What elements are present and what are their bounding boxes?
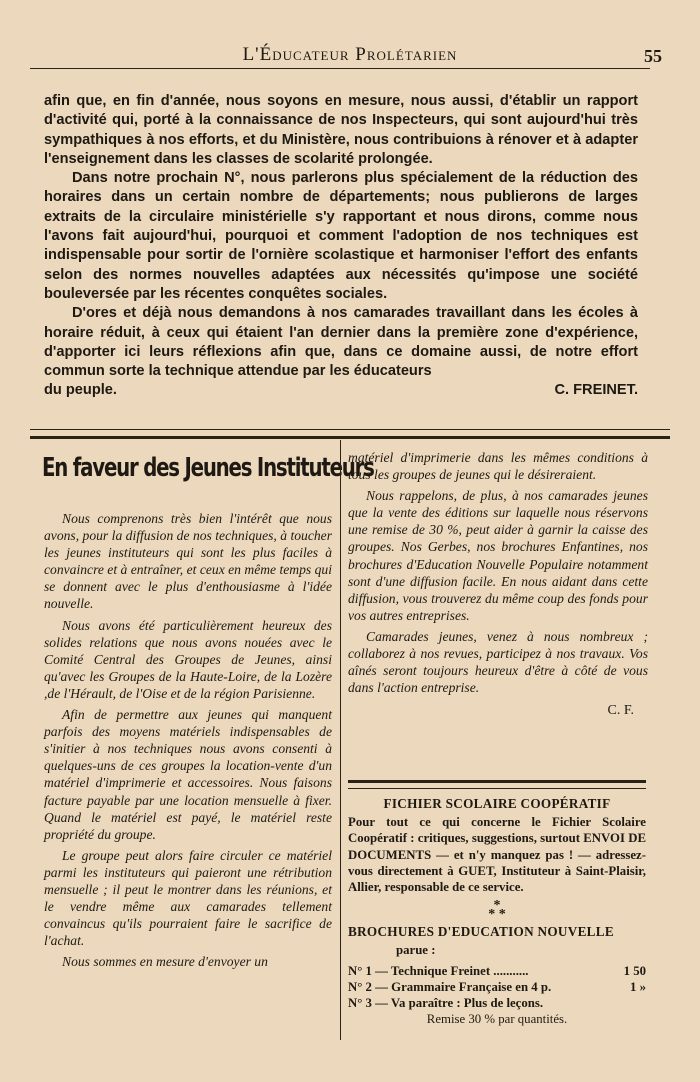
top-paragraph: Dans notre prochain N°, nous parlerons plus spécialement de la réduction des horaires dans un certain nombre de départements; nous publierons de larges extraits de la circulaire ministérielle s'y rapportant et nous dirons, comme nous l'avons fait aujourd'hui, pourquoi et comment l'adoption de nos techniques est indispensable pour sortir de l'ornière scolastique et harmoniser l'effort des enfants selon des normes nouvelles adaptées aux nécessités qu'impose une société bouleversée par les récentes conquêtes sociales.: [44, 170, 638, 302]
paragraph: matériel d'imprimerie dans les mêmes conditions à tous les groupes de jeunes qui le désireraient.: [348, 450, 648, 483]
signature: C. FREINET.: [554, 382, 638, 399]
brochures-subtitle: parue :: [396, 943, 436, 958]
brochure-item: [348, 979, 646, 995]
top-paragraph: afin que, en fin d'année, nous soyons en mesure, nous aussi, d'établir un rapport d'activité qui, porté à la connaissance de nos Inspecteurs, qui sont aujourd'hui très sympathiques à nos efforts, et du Ministère, nous contribuions à rénover et à adapter l'enseignement dans les classes de scolarité prolongée.: [44, 93, 638, 167]
brochure-price: 1 »: [630, 979, 646, 994]
fichier-text: Pour tout ce qui concerne le Fichier Scolaire Coopératif : critiques, suggestions, surtout ENVOI DE DOCUMENTS — et n'y manquez pas ! — adressez-vous directement à GUET, Instituteur à Saint-Plaisir, Allier, responsable de ce service.: [348, 815, 646, 895]
right-column: [348, 449, 648, 719]
paragraph: Nous rappelons, de plus, à nos camarades jeunes que la vente des éditions sur laquelle nous réservons une remise de 30 %, peut aider à garnir la caisse des groupes. Nos Gerbes, nos brochures Enfantines, nos brochures d'Education Nouvelle Populaire notamment sont d'une diffusion facile. En nous aidant dans cette diffusion, vous trouverez du même coup des fonds pour vos autres entreprises.: [348, 488, 648, 623]
left-column: [30, 448, 374, 974]
brochure-item: [348, 995, 646, 1011]
initials-signature: C. F.: [607, 703, 634, 719]
paragraph: Afin de permettre aux jeunes qui manquent parfois des moyens matériels indispensables de s'initier à nos techniques nous avons consenti à quelques-uns de ces groupes la location-vente d'un matériel d'imprimerie et accessoires. Nous faisons facture payable par une location mensuelle à fixer. Quand le matériel est payé, le matériel reste propriété du groupe.: [44, 707, 332, 842]
page-number: 55: [644, 46, 662, 66]
article-title: En faveur des Jeunes Instituteurs: [42, 453, 374, 483]
brochure-label: N° 2 — Grammaire Française en 4 p.: [348, 979, 552, 994]
brochures-title: BROCHURES D'EDUCATION NOUVELLE: [348, 924, 614, 940]
section-divider: [30, 429, 670, 439]
brochures-notice: [348, 924, 646, 1027]
left-article-body: [44, 510, 332, 970]
top-paragraph: D'ores et déjà nous demandons à nos camarades travaillant dans les écoles à horaire réduit, à ceux qui étaient l'an dernier dans la première zone d'expérience, d'apporter ici leurs réflexions afin que, dans ce domaine aussi, de notre effort commun sorte la technique attendue par les éducateurs: [44, 305, 638, 380]
brochure-label: N° 3 — Va paraître : Plus de leçons.: [348, 996, 544, 1011]
closing-line: [44, 381, 638, 400]
running-header: [30, 42, 670, 70]
asterism: [348, 898, 646, 923]
paragraph: Nous avons été particulièrement heureux des solides relations que nous avons nouées avec le Comité Central des Groupes de Jeunes, ainsi qu'avec les Groupes de la Haute-Loire, de la Lozère ,de l'Hérault, de l'Oise et de la région Parisienne.: [44, 617, 332, 701]
notices-box: [348, 796, 646, 1027]
top-article: [44, 92, 638, 401]
header-rule: [30, 68, 650, 69]
fichier-title: FICHIER SCOLAIRE COOPÉRATIF: [383, 796, 611, 811]
box-divider: [348, 780, 646, 789]
column-divider: [340, 440, 341, 1040]
remise-note: Remise 30 % par quantités.: [426, 1012, 568, 1027]
asterism-glyph: * * *: [488, 898, 506, 923]
journal-title: L'Éducateur Prolétarien: [242, 44, 458, 65]
paragraph: Nous sommes en mesure d'envoyer un: [62, 954, 268, 970]
closing-text: du peuple.: [44, 382, 117, 399]
brochure-label: N° 1 — Technique Freinet ...........: [348, 963, 529, 978]
paragraph: Nous comprenons très bien l'intérêt que nous avons, pour la diffusion de nos techniques, à toucher les jeunes instituteurs qui sont les plus faciles à convaincre et à entraîner, et ceux en même temps qui se donnent avec le plus d'enthousiasme à l'idée nouvelle.: [44, 511, 332, 612]
brochure-price: 1 50: [623, 963, 646, 978]
right-article-body: [348, 449, 648, 719]
paragraph: Le groupe peut alors faire circuler ce matériel parmi les instituteurs qui paieront une rétribution mensuelle ; il peut le montrer dans les réunions, et le vendre même aux camarades tellement convaincus qu'ils pourraient faire le sacrifice de l'achat.: [44, 847, 332, 949]
brochure-item: [348, 963, 646, 979]
paragraph: Camarades jeunes, venez à nous nombreux ; collaborez à nos revues, participez à nos travaux. Vos aînés seront toujours heureux d'être à côté de vous dans l'action entreprise.: [348, 628, 648, 696]
